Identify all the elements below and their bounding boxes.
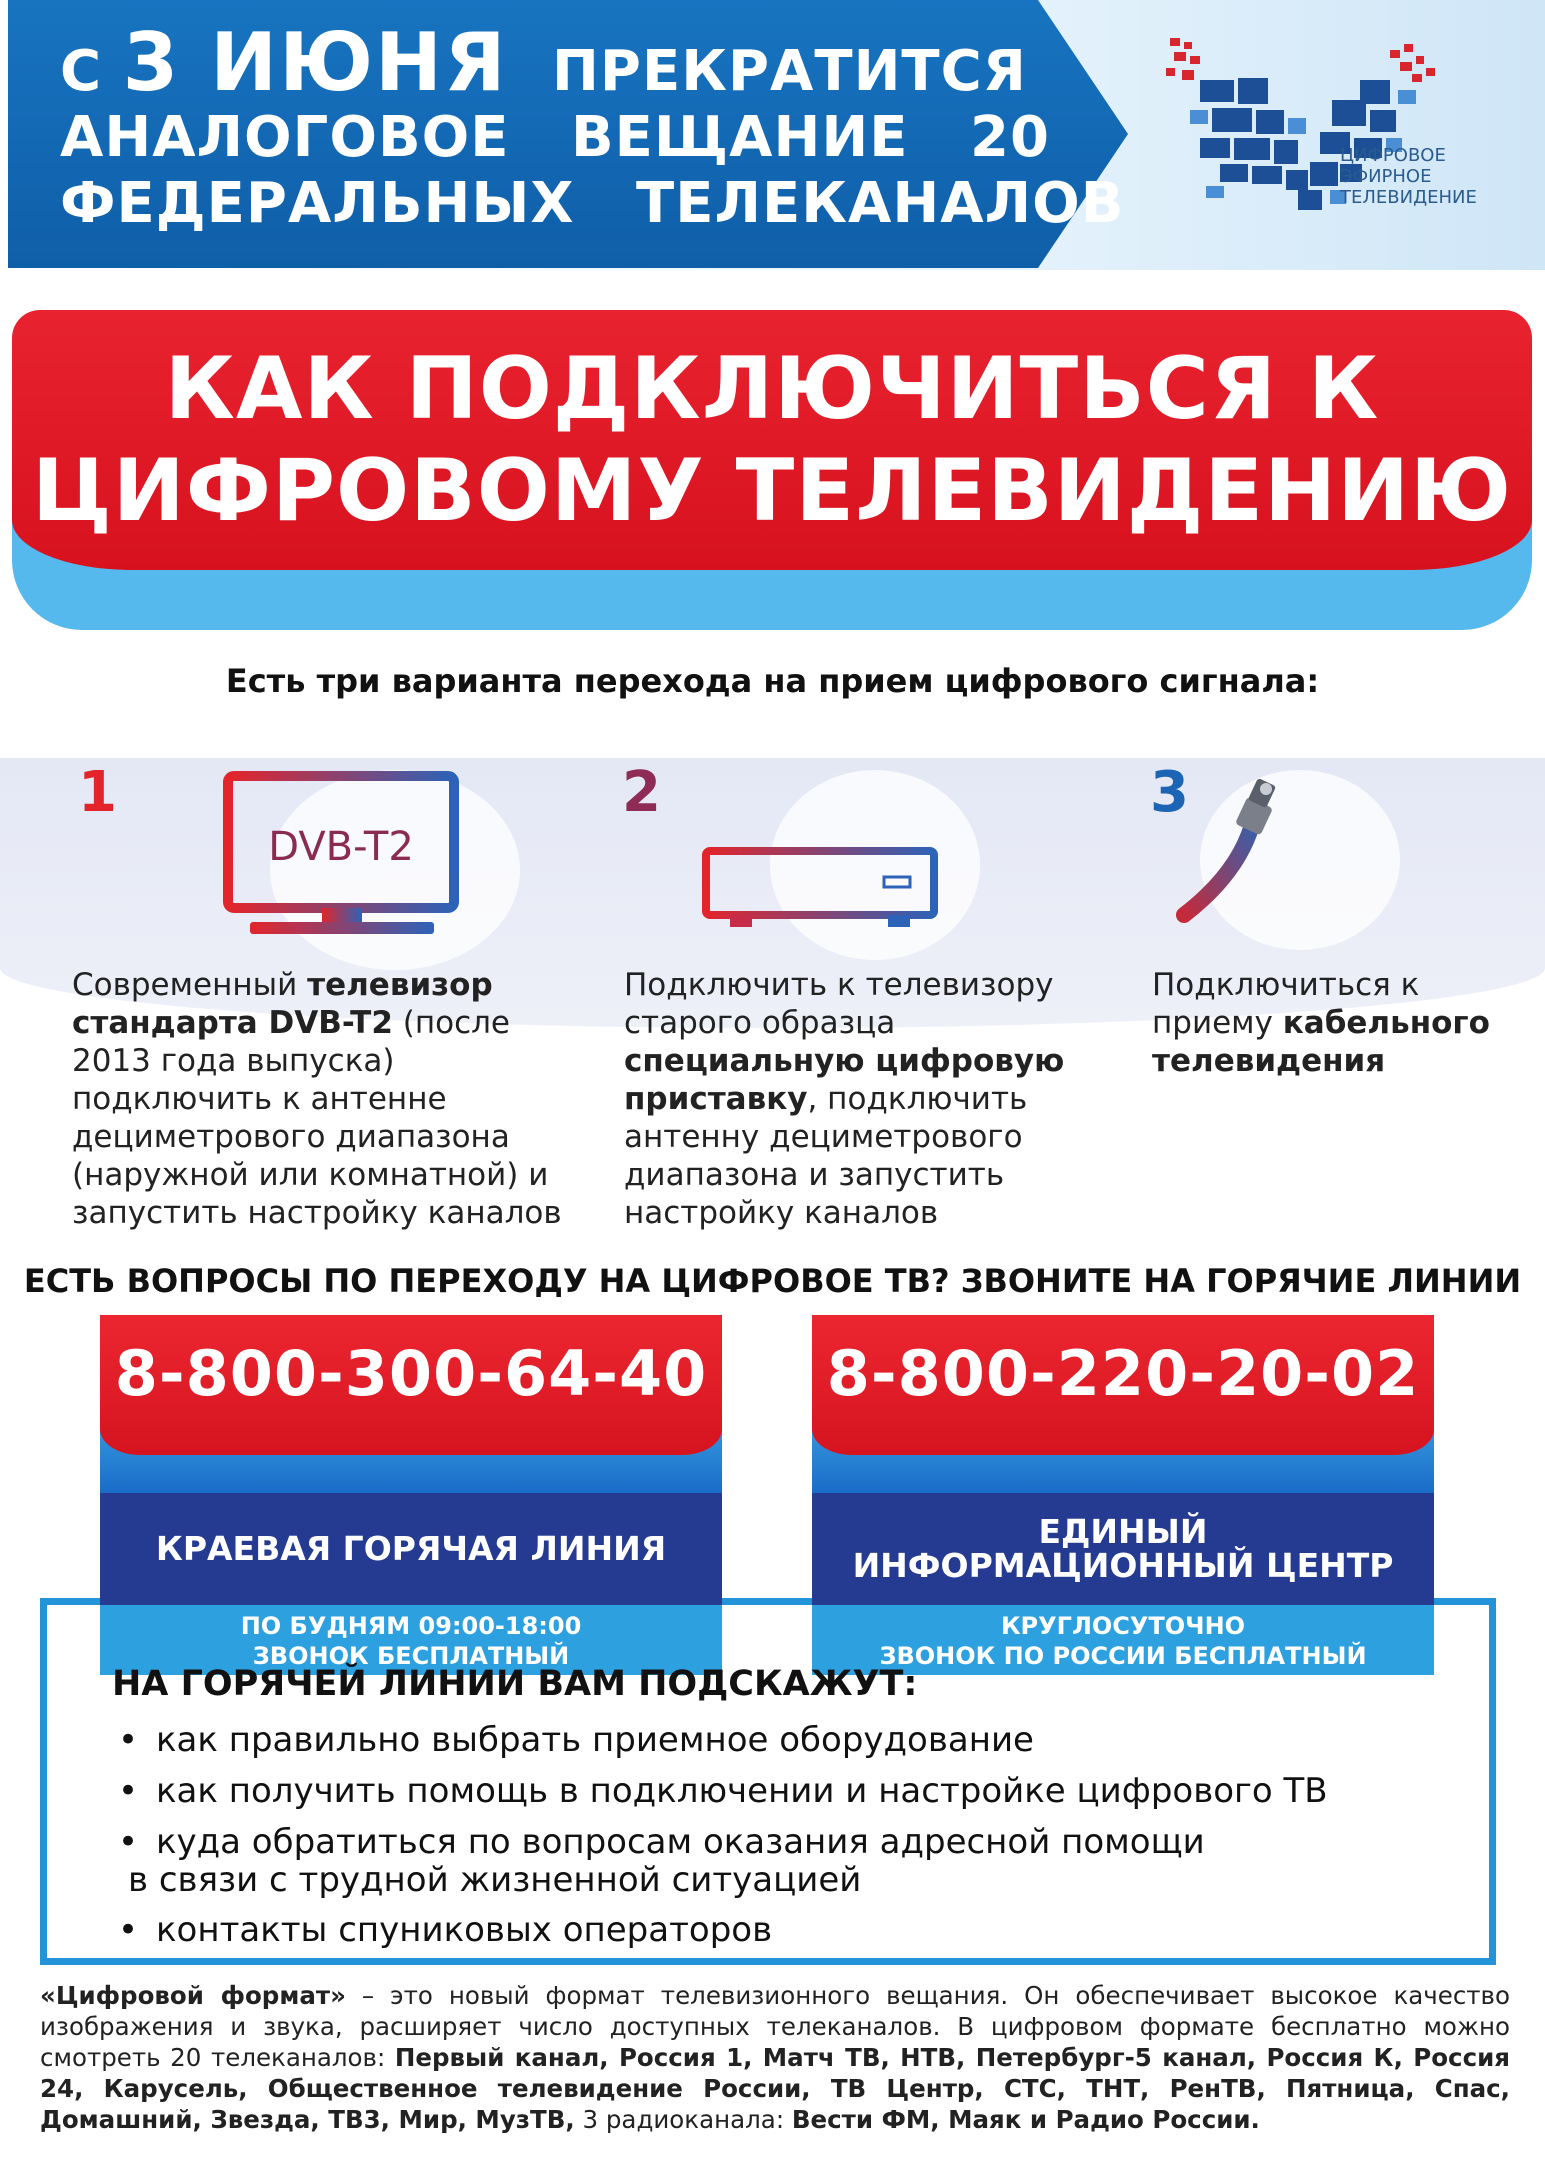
tips-heading: НА ГОРЯЧЕЙ ЛИНИИ ВАМ ПОДСКАЖУТ: xyxy=(112,1664,918,1704)
header-line-3: ФЕДЕРАЛЬНЫХ ТЕЛЕКАНАЛОВ xyxy=(60,171,1125,236)
options-subtitle: Есть три варианта перехода на прием цифрового сигнала: xyxy=(225,662,1320,700)
phone-number[interactable]: 8-800-220-20-02 xyxy=(826,1337,1420,1410)
header-line-1: С 3 ИЮНЯ ПРЕКРАТИТСЯ xyxy=(60,16,1027,109)
frame-edge xyxy=(40,1598,107,1605)
phone-number[interactable]: 8-800-300-64-40 xyxy=(114,1337,708,1410)
header-text xyxy=(60,16,1125,237)
hotline-heading: ЕСТЬ ВОПРОСЫ ПО ПЕРЕХОДУ НА ЦИФРОВОЕ ТВ? ЗВОНИТЕ НА ГОРЯЧИЕ ЛИНИИ xyxy=(23,1262,1522,1300)
option-number-2: 2 xyxy=(622,760,661,825)
header-line-2: АНАЛОГОВОЕ ВЕЩАНИЕ 20 xyxy=(60,105,1050,170)
header-date: 3 ИЮНЯ xyxy=(122,16,508,109)
logo-caption: ЦИФРОВОЕ ЭФИРНОЕ ТЕЛЕВИДЕНИЕ xyxy=(1340,145,1477,208)
hotline-card-federal xyxy=(812,1315,1434,1675)
option-2-text: Подключить к телевизору старого образца специальную цифровую приставку, подключить антенну дециметрового диапазона и запустить настройку каналов xyxy=(624,967,1065,1231)
set-top-box-icon xyxy=(700,845,940,935)
tips-list xyxy=(118,1715,1458,1956)
cable-icon xyxy=(1170,775,1300,945)
frame-edge xyxy=(1430,1598,1496,1605)
frame-edge xyxy=(718,1598,818,1605)
footer-note: «Цифровой формат» – это новый формат телевизионного вещания. Он обеспечивает высокое качество изображения и звука, расширяет число доступных телеканалов. В цифровом формате бесплатно можно смотреть 20 телеканалов: Первый канал, Россия 1, Матч ТВ, НТВ, Петербург-5 канал, Россия К, Россия 24, Карусель, Общественное телевидение России, ТВ Центр, СТС, ТНТ, РенТВ, Пятница, Спас, Домашний, Звезда, ТВ3, Мир, МузТВ, 3 радиоканала: Вести ФМ, Маяк и Радио России. xyxy=(40,1981,1510,2134)
list-item: • как правильно выбрать приемное оборудование xyxy=(118,1720,1034,1760)
option-3-text: Подключиться к приему кабельного телевидения xyxy=(1152,967,1490,1079)
tv-icon xyxy=(222,770,460,942)
tv-label: DVB-T2 xyxy=(268,824,414,870)
hotline-schedule: ПО БУДНЯМ 09:00-18:00 ЗВОНОК БЕСПЛАТНЫЙ xyxy=(100,1605,722,1675)
option-number-3: 3 xyxy=(1150,760,1189,825)
hotline-name: ЕДИНЫЙ ИНФОРМАЦИОННЫЙ ЦЕНТР xyxy=(812,1493,1434,1605)
option-1-text: Современный телевизор стандарта DVB-T2 (после 2013 года выпуска) подключить к антенне дециметрового диапазона (наружной или комнатной) и запустить настройку каналов xyxy=(72,967,562,1231)
page-title: КАК ПОДКЛЮЧИТЬСЯ К ЦИФРОВОМУ ТЕЛЕВИДЕНИЮ xyxy=(31,339,1513,541)
hotline-schedule: КРУГЛОСУТОЧНО ЗВОНОК ПО РОССИИ БЕСПЛАТНЫЙ xyxy=(812,1605,1434,1675)
hotline-name: КРАЕВАЯ ГОРЯЧАЯ ЛИНИЯ xyxy=(100,1493,722,1605)
option-number-1: 1 xyxy=(78,760,117,825)
hotline-card-regional xyxy=(100,1315,722,1675)
list-item: • как получить помощь в подключении и настройке цифрового ТВ xyxy=(118,1771,1328,1811)
list-item: • контакты спуниковых операторов xyxy=(118,1910,773,1950)
list-item: • куда обратиться по вопросам оказания адресной помощи в связи с трудной жизненной ситуацией xyxy=(118,1822,1205,1900)
